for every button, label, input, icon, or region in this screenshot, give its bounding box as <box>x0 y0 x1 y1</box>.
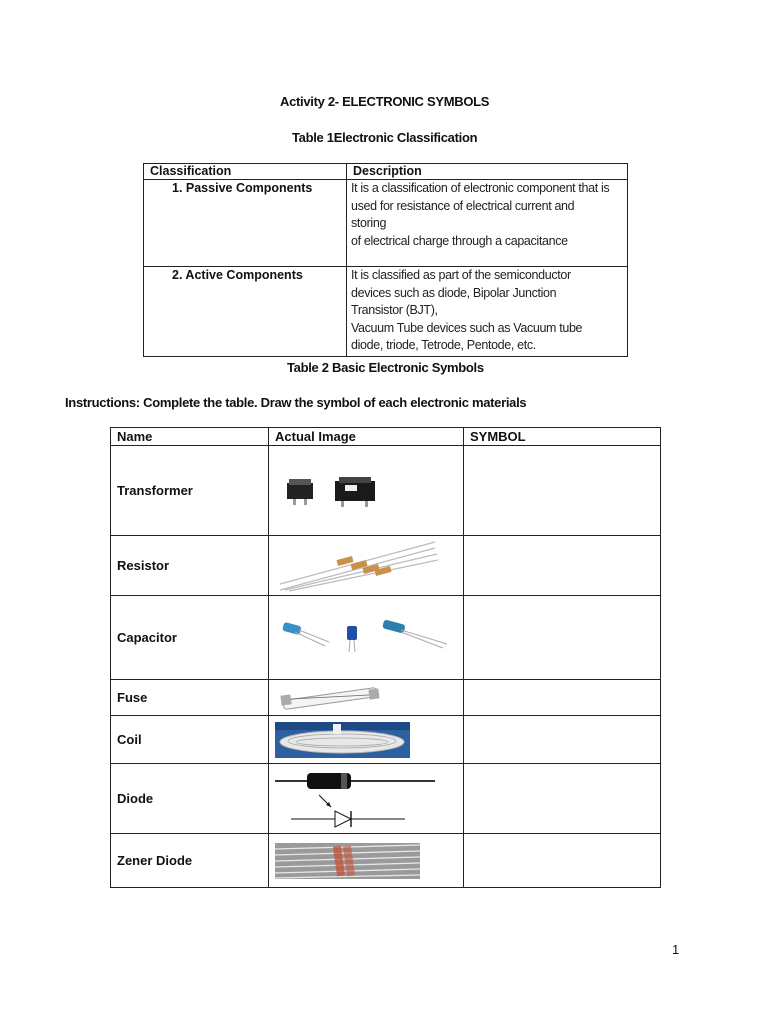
table-row <box>111 680 661 716</box>
table-row <box>111 446 661 536</box>
component-name: Transformer <box>111 446 269 536</box>
table2-header-symbol: SYMBOL <box>464 428 661 446</box>
actual-image-cell <box>269 764 464 834</box>
page-number: 1 <box>672 942 680 957</box>
table-row <box>144 267 628 357</box>
transformer-photo-icon <box>275 471 385 511</box>
description-cell: It is a classification of electronic component that is used for resistance of electrical current and storing of electrical charge through a capacitance <box>347 180 628 267</box>
table-row <box>111 834 661 888</box>
component-name: Zener Diode <box>111 834 269 888</box>
resistor-photo-icon <box>275 540 440 592</box>
zener-diode-photo-icon <box>275 843 420 879</box>
table-row <box>111 596 661 680</box>
classification-cell: 1. Passive Components <box>144 180 347 267</box>
component-name: Coil <box>111 716 269 764</box>
classification-table <box>143 163 628 357</box>
table2-header-image: Actual Image <box>269 428 464 446</box>
actual-image-cell <box>269 596 464 680</box>
component-name: Fuse <box>111 680 269 716</box>
component-name: Diode <box>111 764 269 834</box>
symbol-cell[interactable] <box>464 596 661 680</box>
actual-image-cell <box>269 446 464 536</box>
table2-header-name: Name <box>111 428 269 446</box>
table-row <box>111 536 661 596</box>
diode-photo-icon <box>275 769 440 829</box>
table1-header-classification: Classification <box>144 164 347 180</box>
capacitor-photo-icon <box>275 618 450 658</box>
page-heading: Activity 2- ELECTRONIC SYMBOLS <box>280 94 490 109</box>
symbol-cell[interactable] <box>464 764 661 834</box>
instructions-text: Instructions: Complete the table. Draw the symbol of each electronic materials <box>65 395 527 410</box>
symbol-cell[interactable] <box>464 536 661 596</box>
symbol-cell[interactable] <box>464 680 661 716</box>
classification-cell: 2. Active Components <box>144 267 347 357</box>
table1-caption: Table 1Electronic Classification <box>292 130 478 145</box>
component-name: Resistor <box>111 536 269 596</box>
fuse-photo-icon <box>275 685 385 711</box>
table-row <box>111 716 661 764</box>
actual-image-cell <box>269 834 464 888</box>
table-row <box>144 180 628 267</box>
actual-image-cell <box>269 536 464 596</box>
table2-caption: Table 2 Basic Electronic Symbols <box>287 360 484 375</box>
actual-image-cell <box>269 716 464 764</box>
symbol-cell[interactable] <box>464 446 661 536</box>
table1-header-description: Description <box>347 164 628 180</box>
actual-image-cell <box>269 680 464 716</box>
component-name: Capacitor <box>111 596 269 680</box>
coil-photo-icon <box>275 722 410 758</box>
symbol-cell[interactable] <box>464 834 661 888</box>
symbol-cell[interactable] <box>464 716 661 764</box>
description-cell: It is classified as part of the semiconductor devices such as diode, Bipolar Junction Transistor (BJT), Vacuum Tube devices such as Vacuum tube diode, triode, Tetrode, Pentode, etc. <box>347 267 628 357</box>
table-row <box>111 764 661 834</box>
symbols-table <box>110 427 661 888</box>
